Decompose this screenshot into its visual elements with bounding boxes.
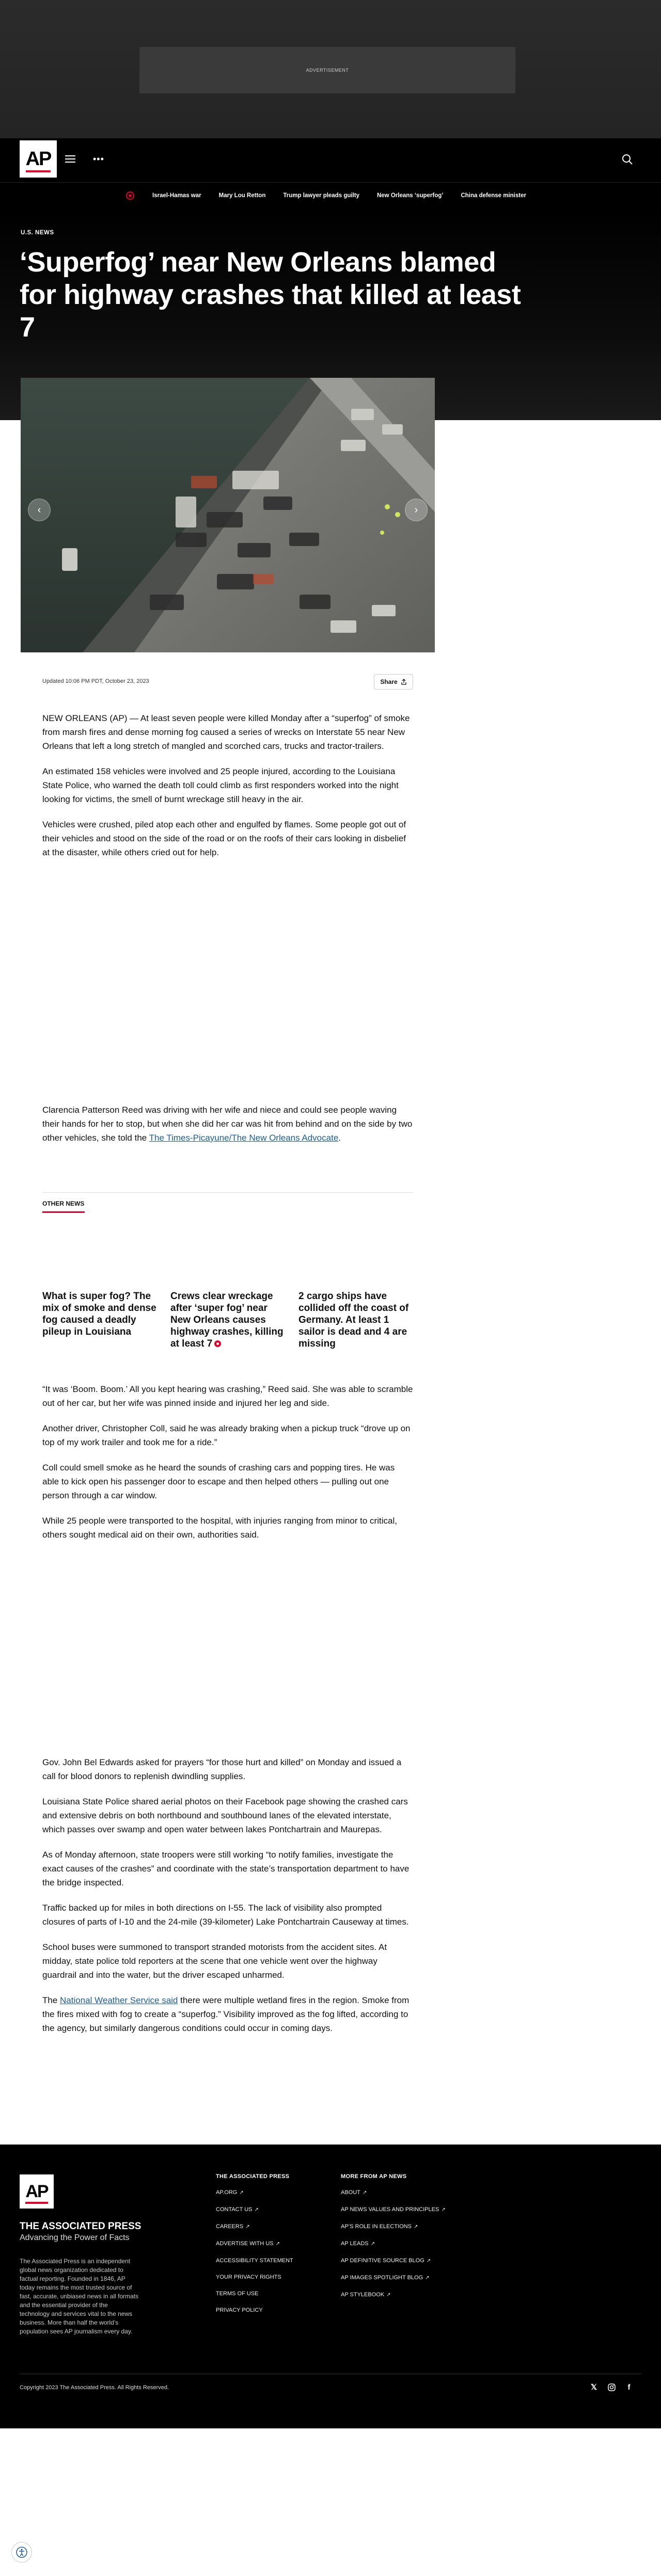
ap-logo[interactable] (20, 140, 57, 178)
hamburger-icon[interactable] (65, 155, 75, 163)
other-news-item[interactable]: 2 cargo ships have collided off the coast of Germany. At least 1 sailor is dead and 4 are missing (298, 1291, 409, 1349)
external-link-icon: ↗ (413, 2224, 418, 2230)
paragraph (42, 1103, 413, 1145)
external-link-icon: ↗ (239, 2190, 244, 2196)
footer-link[interactable] (216, 2223, 293, 2231)
paragraph-text: there were multiple wetland fires in the region. Smoke from the fires mixed with fog to create a “superfog.” Visibility improved as the fog lifted, according to the agency, but similarly dangerous conditions could occur in coming days. (42, 1995, 410, 2033)
live-icon (214, 1340, 221, 1347)
article-body-a (42, 711, 413, 871)
twitter-icon[interactable]: 𝕏 (590, 2383, 597, 2392)
facebook-icon[interactable]: f (627, 2382, 631, 2392)
paragraph-text: Clarencia Patterson Reed was driving with her wife and niece and could see people waving their hands for her to stop, but when she did her car was hit from behind and on the side by two other vehicles, she told the (42, 1105, 413, 1143)
footer-link[interactable] (216, 2206, 293, 2214)
trending-link[interactable]: Mary Lou Retton (218, 193, 266, 199)
footer-link-label: AP LEADS (341, 2241, 369, 2247)
copyright: Copyright 2023 The Associated Press. All Rights Reserved. (20, 2385, 169, 2391)
footer-link-label: AP.ORG (216, 2189, 238, 2196)
trending-link[interactable]: New Orleans ‘superfog’ (376, 193, 444, 199)
footer-link-label: AP DEFINITIVE SOURCE BLOG (341, 2258, 424, 2264)
paragraph: Traffic backed up for miles in both directions on I-55. The lack of visibility also prompted closures of parts of I-10 and the 24-mile (39-kilometer) Lake Pontchartrain Causeway at times. (42, 1903, 409, 1927)
footer-col-ap (216, 2173, 293, 2323)
footer-link-label: AP’S ROLE IN ELECTIONS (341, 2223, 412, 2230)
share-button[interactable] (374, 674, 413, 690)
site-header (0, 138, 661, 183)
other-news-title: Crews clear wreckage after ‘super fog’ near New Orleans causes highway crashes, killing at least 7 (170, 1291, 284, 1349)
paragraph: Vehicles were crushed, piled atop each other and engulfed by flames. Some people got out of their vehicles and stood on the side of the road or on the roofs of their cars looking in disbelief at the disaster, while others cried out for help. (42, 820, 406, 857)
updated-timestamp: Updated 10:06 PM PDT, October 23, 2023 (42, 678, 149, 684)
footer-link[interactable] (341, 2240, 454, 2248)
article-meta (42, 674, 413, 691)
footer-link[interactable] (341, 2274, 454, 2282)
footer-link[interactable] (341, 2223, 454, 2231)
paragraph: Louisiana State Police shared aerial photos on their Facebook page showing the crashed cars and extensive debris on both northbound and southbound lanes of the elevated interstate, which passes over swamp and open water between lakes Pontchartrain and Maurepas. (42, 1797, 408, 1834)
more-icon[interactable]: ••• (93, 154, 104, 164)
footer-link-label: ADVERTISE WITH US (216, 2241, 274, 2247)
paragraph: “It was ‘Boom. Boom.’ All you kept hearing was crashing,” Reed said. She was able to scramble out of her car, but her wife was pinned inside and injured her leg and side. (42, 1384, 413, 1408)
trending-link[interactable]: Trump lawyer pleads guilty (283, 193, 359, 199)
paragraph-text: The (42, 1995, 60, 2005)
accessibility-icon[interactable] (11, 2542, 32, 2563)
trending-link[interactable]: China defense minister (461, 193, 526, 199)
footer-link[interactable]: PRIVACY POLICY (216, 2307, 263, 2313)
paragraph: Gov. John Bel Edwards asked for prayers “for those hurt and killed” on Monday and issued a call for blood donors to replenish dwindling supplies. (42, 1757, 402, 1781)
section-link[interactable]: U.S. NEWS (21, 230, 54, 236)
external-link-icon: ↗ (425, 2275, 430, 2281)
footer-link[interactable]: TERMS OF USE (216, 2291, 259, 2297)
ap-logo-text: AP (25, 148, 51, 170)
paragraph: While 25 people were transported to the hospital, with injuries ranging from minor to critical, others sought medical aid on their own, authorities said. (42, 1516, 397, 1540)
footer-link[interactable] (341, 2291, 454, 2299)
other-news-item[interactable] (170, 1290, 285, 1350)
footer-brand: THE ASSOCIATED PRESS (20, 2221, 141, 2232)
footer-link[interactable]: YOUR PRIVACY RIGHTS (216, 2274, 281, 2280)
trending-link[interactable]: Israel-Hamas war (152, 193, 201, 199)
live-indicator-icon (126, 191, 134, 200)
footer-link-label: ABOUT (341, 2189, 360, 2196)
ad-label: ADVERTISEMENT (306, 68, 349, 73)
external-link-icon: ↗ (370, 2241, 375, 2247)
trending-bar (0, 183, 661, 209)
external-link-icon: ↗ (245, 2224, 250, 2230)
footer-link-label: AP NEWS VALUES AND PRINCIPLES (341, 2206, 439, 2213)
footer-link-label: CAREERS (216, 2223, 244, 2230)
footer-col-title: THE ASSOCIATED PRESS (216, 2173, 290, 2180)
footer-link[interactable] (341, 2206, 454, 2214)
article-headline: ‘Superfog’ near New Orleans blamed for highway crashes that killed at least 7 (20, 247, 521, 343)
external-link-icon: ↗ (275, 2241, 280, 2247)
gallery-prev-button[interactable]: ‹ (28, 499, 51, 521)
external-link-icon: ↗ (426, 2258, 431, 2264)
footer-link[interactable] (216, 2240, 293, 2248)
paragraph-end: . (338, 1133, 341, 1143)
footer-link[interactable] (341, 2257, 454, 2265)
other-news-heading: OTHER NEWS (42, 1192, 413, 1213)
footer-link-label: AP IMAGES SPOTLIGHT BLOG (341, 2275, 423, 2281)
footer-col-more (341, 2173, 454, 2308)
share-label: Share (380, 678, 398, 685)
footer-link[interactable] (216, 2189, 293, 2197)
other-news-list (42, 1290, 413, 1350)
footer-ap-logo[interactable] (20, 2174, 54, 2209)
share-icon (401, 679, 407, 685)
other-news-item[interactable]: What is super fog? The mix of smoke and dense fog caused a deadly pileup in Louisiana (42, 1291, 156, 1337)
search-icon[interactable] (622, 154, 633, 165)
article-body-c (42, 1382, 413, 1553)
paragraph: School buses were summoned to transport stranded motorists from the accident sites. At midday, state police told reporters at the scene that one vehicle went over the highway guardrail and into the water, but the driver escaped unharmed. (42, 1942, 387, 1980)
nws-link[interactable]: National Weather Service said (60, 1995, 178, 2005)
ad-region (0, 0, 661, 138)
external-link-icon: ↗ (386, 2292, 391, 2298)
paragraph: NEW ORLEANS (AP) — At least seven people were killed Monday after a “superfog” of smoke from marsh fires and dense morning fog caused a series of wrecks on Interstate 55 near New Orleans that left a long stretch of mangled and scorched cars, trucks and tractor-trailers. (42, 713, 410, 751)
paragraph: An estimated 158 vehicles were involved and 25 people injured, according to the Louisiana State Police, who warned the death toll could climb as first responders worked into the night looking for victims, the smell of burnt wreckage still heavy in the air. (42, 766, 399, 804)
footer-link-label: CONTACT US (216, 2206, 253, 2213)
gallery-next-button[interactable]: › (405, 499, 428, 521)
social-links (590, 2383, 633, 2391)
footer-link[interactable]: ACCESSIBILITY STATEMENT (216, 2258, 293, 2264)
footer-logo-text: AP (25, 2181, 48, 2201)
external-link-icon: ↗ (441, 2207, 446, 2213)
external-link-icon: ↗ (254, 2207, 259, 2213)
paragraph: Coll could smell smoke as he heard the sounds of crashing cars and popping tires. He was able to kick open his passenger door to escape and then helped others — pulling out one person through a car window. (42, 1463, 395, 1500)
external-link-icon: ↗ (362, 2190, 367, 2196)
paragraph: Another driver, Christopher Coll, said he was already braking when a pickup truck “drove up on top of my work trailer and took me for a ride.” (42, 1423, 411, 1447)
paragraph (42, 1993, 413, 2035)
footer-link-label: AP STYLEBOOK (341, 2292, 385, 2298)
site-footer (0, 2145, 661, 2428)
footer-about: The Associated Press is an independent global news organization dedicated to factual reporting. Founded in 1846, AP today remains the most trusted source of fast, accurate, unbiased news in all formats and the essential provider of the technology and services vital to the news business. More than half the world’s population sees AP journalism every day. (20, 2258, 139, 2335)
lead-photo[interactable] (21, 378, 435, 652)
article-body-d (42, 1755, 413, 2046)
article-body-b (42, 1103, 413, 1156)
advertisement-slot[interactable] (139, 47, 515, 93)
footer-link[interactable] (341, 2189, 454, 2197)
paragraph: As of Monday afternoon, state troopers were still working “to notify families, investigate the exact causes of the crashes” and coordinate with the state’s transportation department to have the bridge inspected. (42, 1850, 410, 1887)
instagram-icon[interactable] (607, 2383, 616, 2391)
footer-tagline: Advancing the Power of Facts (20, 2233, 130, 2242)
times-picayune-link[interactable]: The Times-Picayune/The New Orleans Advocate (149, 1133, 339, 1143)
footer-col-title: MORE FROM AP NEWS (341, 2173, 407, 2180)
